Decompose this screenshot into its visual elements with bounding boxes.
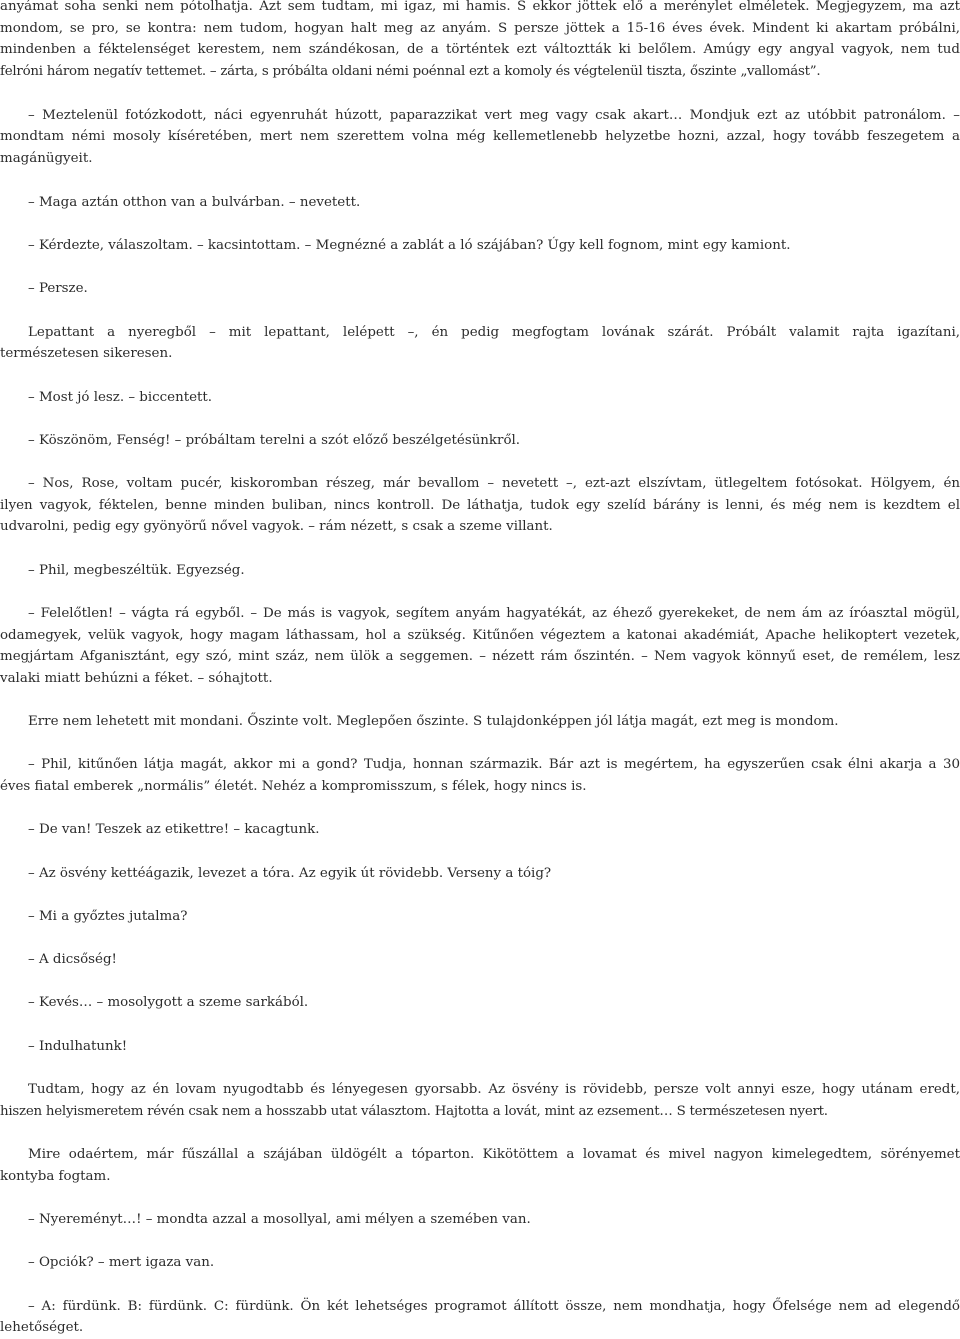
text-line: mindenben a féktelenséget kerestem, nem szándékosan, de a történtek ezt változtták ki belőlem. Amúgy egy angyal vagyok, nem tud: [0, 42, 960, 57]
text-line: Lepattant a nyeregből – mit lepattant, lelépett –, én pedig megfogtam lovának szárát. Próbált valamit rajta igazítani,: [28, 325, 960, 340]
text-line: Erre nem lehetett mit mondani. Őszinte volt. Meglepően őszinte. S tulajdonképpen jól látja magát, ezt meg is mondom.: [28, 714, 839, 729]
text-line: – Kevés… – mosolygott a szeme sarkából.: [28, 995, 309, 1010]
text-line: – Most jó lesz. – biccentett.: [28, 390, 213, 405]
text-line: megjártam Afganisztánt, egy szó, mint száz, nem ülök a seggemen. – nézett rám őszintén. – Nem vagyok könnyű eset, de remélem, lesz: [0, 649, 960, 664]
text-line: ilyen vagyok, féktelen, benne minden buliban, nincs kontroll. De láthatja, tudok egy szelíd bárány is lenni, és még nem is kezdtem el: [0, 498, 960, 513]
text-line: mondtam némi mosoly kíséretében, mert nem szerettem volna még kellemetlenebb helyzetbe hozni, azzal, hogy tovább feszegetem a: [0, 129, 960, 144]
text-line: természetesen sikeresen.: [0, 346, 173, 361]
text-line: – Indulhatunk!: [28, 1039, 128, 1054]
text-line: magánügyeit.: [0, 151, 93, 166]
text-line: – A dicsőség!: [28, 952, 117, 967]
text-line: Tudtam, hogy az én lovam nyugodtabb és lényegesen gyorsabb. Az ösvény is rövidebb, persze volt annyi esze, hogy utánam eredt,: [28, 1082, 960, 1097]
text-line: odamegyek, velük vagyok, hogy magam láthassam, hol a szükség. Kitűnően végeztem a katonai akadémiát, Apache helikoptert vezetek,: [0, 628, 960, 643]
text-line: éves fiatal emberek „normális” életét. Nehéz a kompromisszum, s félek, hogy nincs is.: [0, 779, 587, 794]
text-line: – Nyereményt…! – mondta azzal a mosollyal, ami mélyen a szemében van.: [28, 1212, 531, 1227]
text-line: – Meztelenül fotózkodott, náci egyenruhát húzott, paparazzikat vert meg vagy csak akart… Mondjuk ezt az utóbbit patronálom. –: [28, 108, 960, 123]
text-line: felróni három negatív tettemet. – zárta, s próbálta oldani némi poénnal ezt a komoly és végtelenül tiszta, őszinte „vallomást”.: [0, 64, 821, 79]
text-line: – Nos, Rose, voltam pucér, kiskoromban részeg, már bevallom – nevetett –, ezt-azt elszívtam, ütlegeltem fotósokat. Hölgyem, én: [28, 476, 960, 491]
text-line: – Felelőtlen! – vágta rá egyből. – De más is vagyok, segítem anyám hagyatékát, az éhező gyerekeket, de nem ám az íróasztal mögül,: [28, 606, 960, 621]
text-line: Mire odaértem, már fűszállal a szájában üldögélt a tóparton. Kikötöttem a lovamat és mivel nagyon kimelegedtem, sörényemet: [28, 1147, 960, 1162]
text-line: – Opciók? – mert igaza van.: [28, 1255, 215, 1270]
text-line: kontyba fogtam.: [0, 1169, 111, 1184]
text-line: hiszen helyismeretem révén csak nem a hosszabb utat választom. Hajtotta a lovát, mint az ezsement… S természetesen nyert.: [0, 1104, 828, 1119]
text-line: – Az ösvény kettéágazik, levezet a tóra. Az egyik út rövidebb. Verseny a tóig?: [28, 866, 552, 881]
text-line: – Persze.: [28, 281, 88, 296]
text-line: – Köszönöm, Fenség! – próbáltam terelni a szót előző beszélgetésünkről.: [28, 433, 521, 448]
text-line: lehetőséget.: [0, 1320, 84, 1335]
text-line: anyámat soha senki nem pótolhatja. Azt sem tudtam, mi igaz, mi hamis. S ekkor jöttek elő a merénylet elméletek. Megjegyzem, ma azt: [0, 0, 960, 14]
text-line: – De van! Teszek az etikettre! – kacagtunk.: [28, 822, 320, 837]
text-line: – Phil, kitűnően látja magát, akkor mi a gond? Tudja, honnan származik. Bár azt is megértem, ha egyszerűen csak élni akarja a 30: [28, 757, 960, 772]
text-line: – Maga aztán otthon van a bulvárban. – nevetett.: [28, 195, 361, 210]
text-line: mondom, se pro, se kontra: nem tudom, hogyan halt meg az anyám. S persze jöttek a 15-16 éves évek. Mindent ki akartam próbálni,: [0, 21, 960, 36]
text-line: – A: fürdünk. B: fürdünk. C: fürdünk. Ön két lehetséges programot állított össze, nem mondhatja, hogy Őfelsége nem ad elegendő: [28, 1299, 960, 1314]
text-line: – Mi a győztes jutalma?: [28, 909, 188, 924]
text-line: valaki miatt behúzni a féket. – sóhajtott.: [0, 671, 273, 686]
text-line: – Phil, megbeszéltük. Egyezség.: [28, 563, 245, 578]
text-line: udvarolni, pedig egy gyönyörű nővel vagyok. – rám nézett, s csak a szeme villant.: [0, 519, 553, 534]
text-line: – Kérdezte, válaszoltam. – kacsintottam. – Megnézné a zablát a ló szájában? Úgy kell fognom, mint egy kamiont.: [28, 238, 791, 253]
